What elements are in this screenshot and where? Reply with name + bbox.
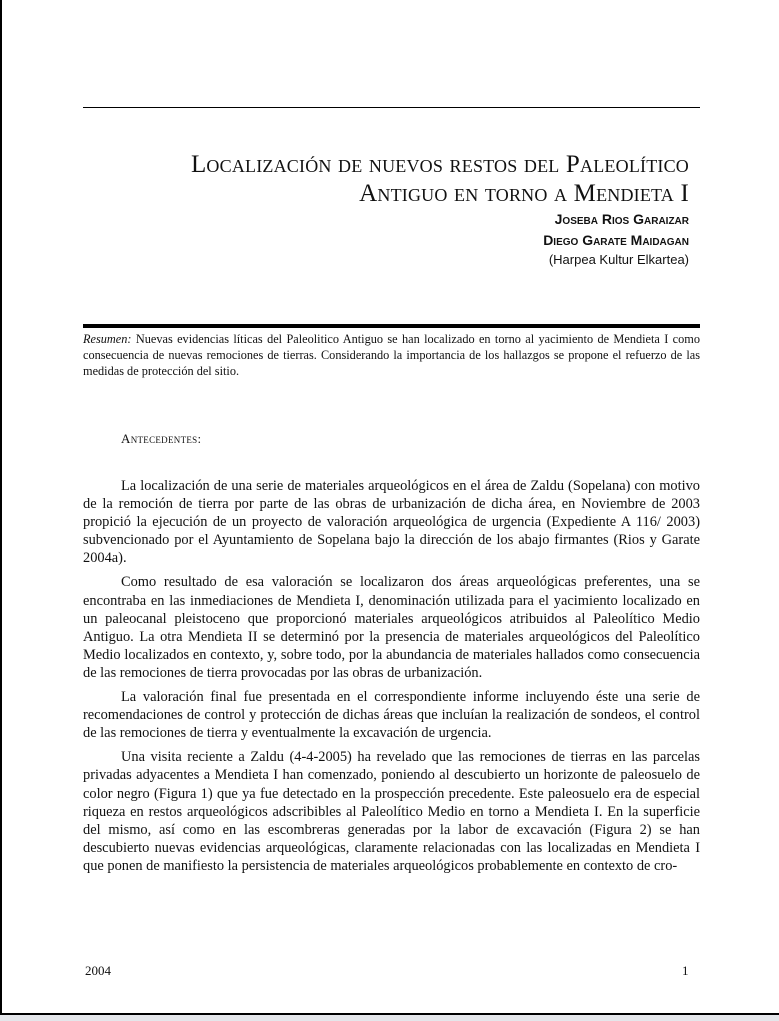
affiliation: (Harpea Kultur Elkartea) (548, 252, 689, 267)
paragraph: Como resultado de esa valoración se localizaron dos áreas arqueológicas preferentes, una se encontraba en las inmediaciones de Mendieta I, denominación utilizada para el yacimiento localizado en un paleocanal pleistoceno que proporcionó materiales arqueológicos atribuidos al Paleolítico Medio Antiguo. La otra Mendieta II se determinó por la presencia de materiales arqueológicos del Paleolítico Medio localizados en contexto, y, sobre todo, por la abundancia de materiales hallados como consecuencia de las remociones de tierra provocadas por las obras de urbanización. (83, 574, 700, 681)
page-number: 1 (682, 963, 689, 978)
abstract-text: Nuevas evidencias líticas del Paleolitico Antiguo se han localizado en torno al yacimiento de Mendieta I como consecuencia de nuevas remociones de tierras. Considerando la importancia de los hallazgos se propone el refuerzo de las medidas de protección del sitio. (83, 332, 700, 378)
title-line: Localización de nuevos restos del Paleolítico (190, 151, 689, 178)
title-line: Antiguo en torno a Mendieta I (359, 180, 689, 207)
author-name: Diego Garate Maidagan (543, 232, 689, 248)
article-title (191, 150, 689, 208)
abstract-rule (83, 324, 700, 328)
footer-year: 2004 (85, 963, 111, 978)
paragraph: La localización de una serie de materiales arqueológicos en el área de Zaldu (Sopelana) con motivo de la remoción de tierra por parte de las obras de urbanización de dicha área, en Noviembre de 2003 propició la ejecución de un proyecto de valoración arqueológica de urgencia (Expediente A 116/ 2003) subvencionado por el Ayuntamiento de Sopelana bajo la dirección de los abajo firmantes (Rios y Garate 2004a). (83, 478, 700, 567)
viewer-bottom-bar (0, 1015, 779, 1021)
body-text (83, 477, 700, 881)
paragraph: Una visita reciente a Zaldu (4-4-2005) ha revelado que las remociones de tierras en las parcelas privadas adyacentes a Mendieta I han comenzado, poniendo al descubierto un horizonte de paleosuelo de color negro (Figura 1) que ya fue detectado en la prospección precedente. Este paleosuelo era de especial riqueza en restos arqueológicos adscribibles al Paleolítico Medio en torno a Mendieta I. En la superficie del mismo, así como en las escombreras generadas por la labor de excavación (Figura 2) se han descubierto nuevas evidencias arqueológicas, claramente relacionadas con las localizadas en Mendieta I que ponen de manifiesto la persistencia de materiales arqueológicos probablemente en contexto de cro- (83, 749, 700, 874)
header-rule (83, 107, 700, 108)
abstract (83, 331, 700, 379)
section-heading: Antecedentes: (121, 431, 202, 446)
authors-block (543, 209, 689, 269)
author-name: Joseba Rios Garaizar (554, 211, 689, 227)
paragraph: La valoración final fue presentada en el correspondiente informe incluyendo éste una serie de recomendaciones de control y protección de dichas áreas que incluían la realización de sondeos, el control de las remociones de tierra y eventualmente la excavación de urgencia. (83, 689, 700, 742)
abstract-label: Resumen: (83, 332, 132, 346)
